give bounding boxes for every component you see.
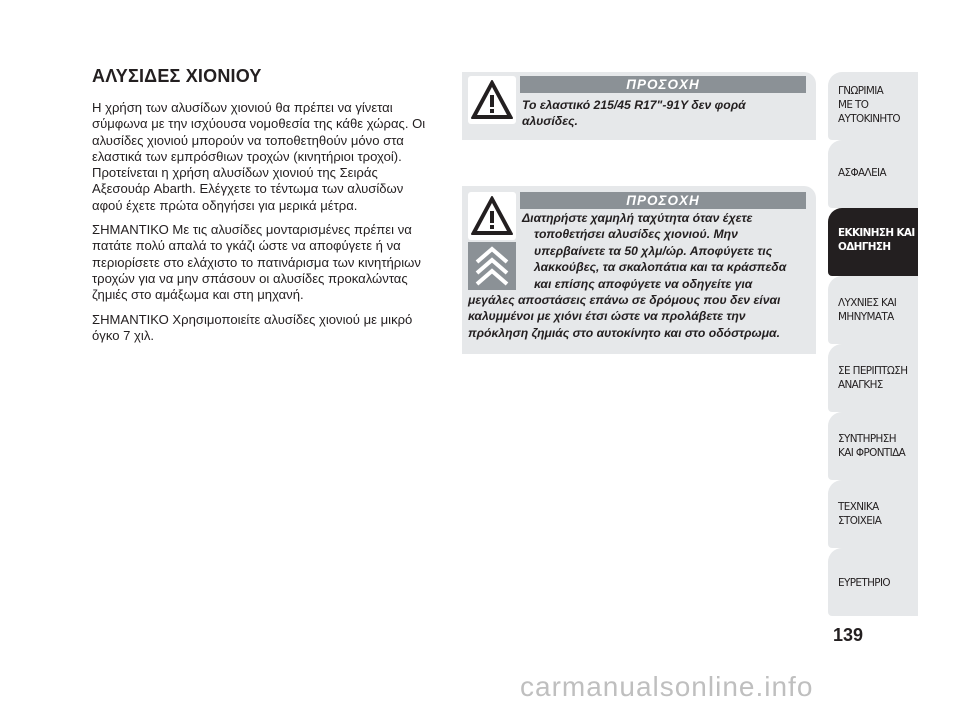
warning-header: ΠΡΟΣΟΧΗ [520,76,806,93]
tab-emergency[interactable] [828,344,918,412]
warning-line: Διατηρήστε χαμηλή ταχύτητα όταν έχετε [522,211,753,225]
tab-label: ΤΕΧΝΙΚΑ [838,501,879,513]
warning-text [468,210,808,341]
tab-maintenance[interactable] [828,412,918,480]
tab-label: ΑΥΤΟΚΙΝΗΤΟ [838,113,900,125]
body-paragraph: Η χρήση των αλυσίδων χιονιού θα πρέπει να γίνεται σύμφωνα με την ισχύουσα νομοθεσία της κάθε χώρας. Οι αλυσίδες χιονιού μπορούν να τοποθετηθούν μόνο στα ελαστικά των εμπρόσθιων τροχών (κινητήριοι τροχοί). Προτείνεται η χρήση αλυσίδων χιονιού της Σειράς Αξεσουάρ Abarth. Ελέγχετε το τέντωμα των αλυσίδων αφού έχετε πρώτα οδηγήσει για μερικά μέτρα. [92,100,426,213]
warning-line: Το ελαστικό 215/45 R17"-91Y δεν φορά [522,98,746,112]
warning-line: πρόκληση ζημιάς στο αυτοκίνητο και στο οδόστρωμα. [468,325,780,340]
warning-line: και επίσης αποφύγετε να οδηγείτε για [534,276,753,291]
tab-label: ΣΤΟΙΧΕΙΑ [838,515,882,527]
warning-box [462,72,816,140]
tab-label: ΕΚΚΙΝΗΣΗ ΚΑΙ [838,227,915,239]
tab-lights-messages[interactable] [828,276,918,344]
tab-safety[interactable] [828,140,918,208]
body-text [92,100,432,352]
tab-getting-to-know[interactable] [828,72,918,140]
section-title: ΑΛΥΣΙΔΕΣ ΧΙΟΝΙΟΥ [92,66,262,86]
tab-index[interactable] [828,548,918,616]
warning-box [462,186,816,354]
warning-triangle-icon [468,76,516,124]
tab-technical-data[interactable] [828,480,918,548]
warning-line: λακκούβες, τα σκαλοπάτια και τα κράσπεδα [534,260,787,275]
tab-label: ΜΗΝΥΜΑΤΑ [838,311,894,323]
warning-text [522,97,806,130]
tab-label: ΑΣΦΑΛΕΙΑ [838,167,887,179]
tab-starting-driving[interactable] [828,208,918,276]
warning-line: καλυμμένοι με χιόνι έτσι ώστε να προλάβετε την [468,309,746,324]
warning-header: ΠΡΟΣΟΧΗ [520,192,806,209]
tab-label: ΣΥΝΤΗΡΗΣΗ [838,433,896,445]
tab-label: ΛΥΧΝΙΕΣ ΚΑΙ [838,297,897,309]
warning-line: υπερβαίνετε τα 50 χλμ/ώρ. Αποφύγετε τις [534,243,773,258]
page-number: 139 [832,625,864,645]
warning-line: αλυσίδες. [522,114,578,129]
tab-label: ΑΝΑΓΚΗΣ [838,379,883,391]
warning-line: μεγάλες αποστάσεις επάνω σε δρόμους που δεν είναι [468,293,781,308]
warning-line: τοποθετήσει αλυσίδες χιονιού. Μην [534,227,738,242]
tab-label: ΟΔΗΓΗΣΗ [838,241,891,253]
watermark[interactable]: carmanualsonline.info [520,671,814,702]
tab-label: ΕΥΡΕΤΗΡΙΟ [838,577,891,589]
tab-label: ΜΕ ΤΟ [838,99,869,111]
body-paragraph: ΣΗΜΑΝΤΙΚΟ Χρησιμοποιείτε αλυσίδες χιονιού με μικρό όγκο 7 χιλ. [92,311,413,343]
tab-label: ΓΝΩΡΙΜΙΑ [838,85,884,97]
tab-label: ΚΑΙ ΦΡΟΝΤΙΔΑ [838,447,906,459]
body-paragraph: ΣΗΜΑΝΤΙΚΟ Με τις αλυσίδες μονταρισμένες πρέπει να πατάτε πολύ απαλά το γκάζι ώστε να αποφύγετε ή να περιορίσετε στο ελάχιστο το πατινάρισμα των κινητήριων τροχών για να μην σπάσουν οι αλυσίδες προκαλώντας ζημιές στο αμάξωμα και στη μηχανή. [92,222,421,303]
tab-label: ΣΕ ΠΕΡΙΠΤΩΣΗ [838,365,908,377]
